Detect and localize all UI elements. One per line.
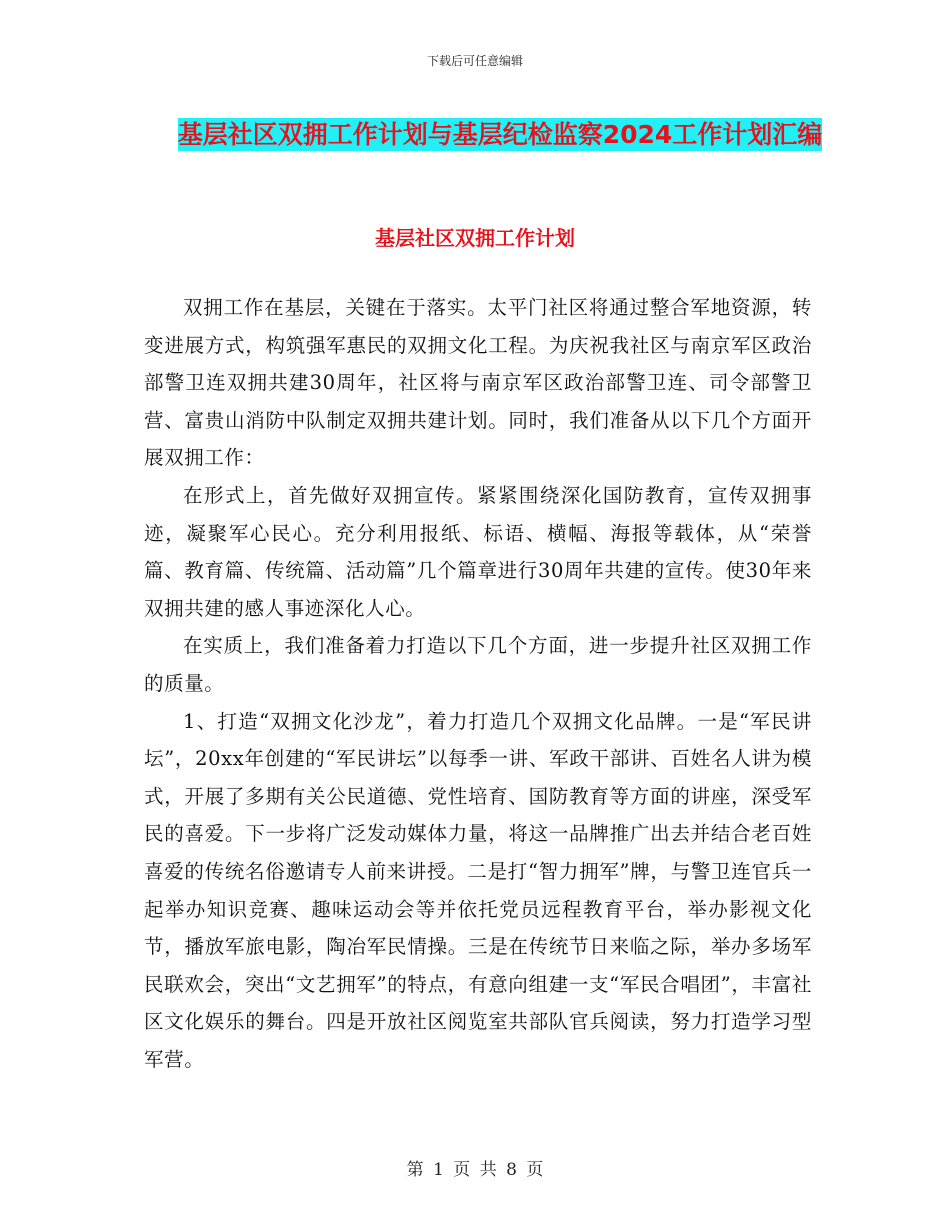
section-title: 基层社区双拥工作计划 <box>375 226 575 250</box>
paragraph: 双拥工作在基层，关键在于落实。太平门社区将通过整合军地资源，转变进展方式，构筑强军惠民的双拥文化工程。为庆祝我社区与南京军区政治部警卫连双拥共建30周年，社区将与南京军区政治部警卫连、司令部警卫营、富贵山消防中队制定双拥共建计划。同时，我们准备从以下几个方面开展双拥工作： <box>144 296 812 470</box>
page-number-footer: 第 1 页 共 8 页 <box>406 1160 544 1180</box>
paragraph: 1、打造“双拥文化沙龙”，着力打造几个双拥文化品牌。一是“军民讲坛”，20xx年创建的“军民讲坛”以每季一讲、军政干部讲、百姓名人讲为模式，开展了多期有关公民道德、党性培育、国防教育等方面的讲座，深受军民的喜爱。下一步将广泛发动媒体力量，将这一品牌推广出去并结合老百姓喜爱的传统名俗邀请专人前来讲授。二是打“智力拥军”牌，与警卫连官兵一起举办知识竞赛、趣味运动会等并依托党员远程教育平台，举办影视文化节，播放军旅电影，陶冶军民情操。三是在传统节日来临之际，举办多场军民联欢会，突出“文艺拥军”的特点，有意向组建一支“军民合唱团”，丰富社区文化娱乐的舞台。四是开放社区阅览室共部队官兵阅读，努力打造学习型军营。 <box>144 709 812 1071</box>
document-title-text: 基层社区双拥工作计划与基层纪检监察2024工作计划汇编 <box>177 120 823 149</box>
paragraph: 在形式上，首先做好双拥宣传。紧紧围绕深化国防教育，宣传双拥事迹，凝聚军心民心。充分利用报纸、标语、横幅、海报等载体，从“荣誉篇、教育篇、传统篇、活动篇”几个篇章进行30周年共建的宣传。使30年来双拥共建的感人事迹深化人心。 <box>144 483 812 620</box>
document-title <box>140 110 860 160</box>
page-header-note: 下载后可任意编辑 <box>426 54 523 68</box>
document-body <box>144 289 812 1078</box>
paragraph: 在实质上，我们准备着力打造以下几个方面，进一步提升社区双拥工作的质量。 <box>144 634 812 695</box>
